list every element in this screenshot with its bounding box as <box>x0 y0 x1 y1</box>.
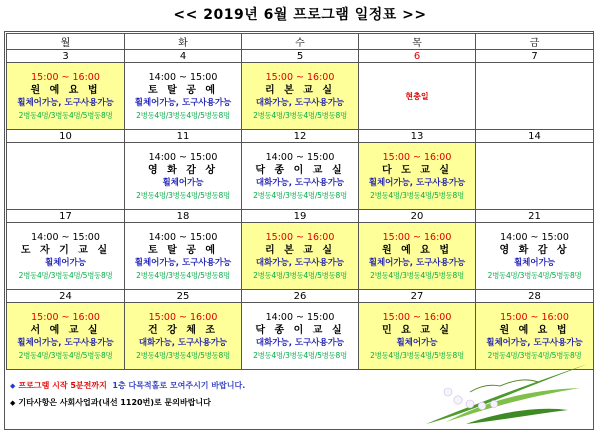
date-number: 14 <box>476 130 594 143</box>
program-name: 원 예 요 법 <box>499 324 570 336</box>
program-time: 15:00 ~ 16:00 <box>500 311 569 323</box>
page-title: << 2019년 6월 프로그램 일정표 >> <box>173 7 427 23</box>
program-floors: 2병동4명/3병동4명/5병동8명 <box>253 350 347 360</box>
program-name: 닥 종 이 교 실 <box>255 324 345 336</box>
program-cell <box>476 223 594 290</box>
date-number: 18 <box>125 210 242 223</box>
program-cell <box>242 63 359 130</box>
date-row <box>7 50 594 63</box>
program-availability: 휠체어가능 <box>396 337 438 348</box>
date-number: 12 <box>242 130 359 143</box>
program-time: 14:00 ~ 15:00 <box>148 71 218 83</box>
date-row <box>7 130 594 143</box>
program-floors: 2병동4명/3병동4명/5병동8명 <box>136 270 230 280</box>
footnote-gathering <box>10 380 245 391</box>
program-time: 15:00 ~ 16:00 <box>31 71 100 83</box>
date-number: 26 <box>242 290 359 303</box>
date-number: 20 <box>359 210 476 223</box>
program-cell <box>125 223 242 290</box>
program-name: 리 본 교 실 <box>264 244 336 256</box>
program-cell <box>7 303 125 370</box>
date-number: 10 <box>7 130 125 143</box>
program-cell <box>125 63 242 130</box>
program-cell <box>7 63 125 130</box>
weekday-header: 금 <box>476 34 594 50</box>
program-availability: 휠체어가능 <box>44 257 87 268</box>
date-number: 4 <box>125 50 242 63</box>
date-number: 13 <box>359 130 476 143</box>
program-name: 도 자 기 교 실 <box>20 244 111 256</box>
program-availability: 휠체어가능 <box>513 257 556 268</box>
weekday-header: 화 <box>125 34 242 50</box>
program-cell <box>359 223 476 290</box>
program-availability: 대화가능, 도구사용가능 <box>255 257 345 268</box>
program-floors: 2병동4명/3병동4명/5병동8명 <box>253 190 347 200</box>
program-floors: 2병동4명/3병동4명/5병동8명 <box>18 270 113 280</box>
schedule-calendar <box>6 33 594 370</box>
program-time: 14:00 ~ 15:00 <box>148 231 218 243</box>
program-availability: 휠체어가능, 도구사용가능 <box>486 337 583 348</box>
lily-of-the-valley-decoration <box>418 358 590 426</box>
program-cell <box>359 143 476 210</box>
program-name: 영 화 감 상 <box>147 164 219 176</box>
date-row <box>7 290 594 303</box>
program-cell <box>125 143 242 210</box>
weekday-header: 월 <box>7 34 125 50</box>
program-time: 14:00 ~ 15:00 <box>265 151 335 163</box>
program-time: 14:00 ~ 15:00 <box>265 311 335 323</box>
program-cell <box>242 303 359 370</box>
program-time: 15:00 ~ 16:00 <box>265 231 335 243</box>
program-time: 14:00 ~ 15:00 <box>31 231 100 243</box>
program-availability: 휠체어가능, 도구사용가능 <box>368 177 466 188</box>
program-availability: 대화가능, 도구사용가능 <box>255 97 345 108</box>
program-name: 토 탈 공 예 <box>147 84 219 96</box>
program-availability: 휠체어가능, 도구사용가능 <box>368 257 466 268</box>
date-row <box>7 210 594 223</box>
program-time: 14:00 ~ 15:00 <box>148 151 218 163</box>
program-time: 15:00 ~ 16:00 <box>31 311 100 323</box>
program-name: 토 탈 공 예 <box>147 244 219 256</box>
date-number: 7 <box>476 50 594 63</box>
date-number: 27 <box>359 290 476 303</box>
program-availability: 휠체어가능, 도구사용가능 <box>134 257 232 268</box>
program-time: 15:00 ~ 16:00 <box>148 311 218 323</box>
program-name: 리 본 교 실 <box>264 84 336 96</box>
program-floors: 2병동4명/3병동4명/5병동8명 <box>136 190 230 200</box>
bullet-icon: ◆ <box>10 399 16 407</box>
weekday-header: 목 <box>359 34 476 50</box>
program-floors: 2병동4명/3병동4명/5병동8명 <box>370 350 464 360</box>
program-floors: 2병동4명/3병동4명/5병동8명 <box>136 350 230 360</box>
program-availability: 휠체어가능, 도구사용가능 <box>17 337 114 348</box>
program-availability: 대화가능, 도구사용가능 <box>255 337 345 348</box>
holiday-label: 현충일 <box>405 91 429 101</box>
program-name: 다 도 교 실 <box>381 164 453 176</box>
program-time: 15:00 ~ 16:00 <box>382 311 452 323</box>
program-floors: 2병동4명/3병동4명/5병동8명 <box>370 190 464 200</box>
program-name: 건 강 체 조 <box>147 324 219 336</box>
program-name: 원 예 요 법 <box>381 244 453 256</box>
weekday-header-row <box>7 34 594 50</box>
program-name: 닥 종 이 교 실 <box>255 164 345 176</box>
program-name: 영 화 감 상 <box>499 244 570 256</box>
program-row <box>7 223 594 290</box>
date-number: 3 <box>7 50 125 63</box>
footnote-gathering-place: 1층 다목적홀로 모여주시기 바랍니다. <box>112 381 246 390</box>
program-floors: 2병동4명/3병동4명/5병동8명 <box>253 270 347 280</box>
program-availability: 휠체어가능, 도구사용가능 <box>17 97 114 108</box>
program-name: 민 요 교 실 <box>381 324 453 336</box>
program-name: 서 예 교 실 <box>30 324 101 336</box>
program-row <box>7 63 594 130</box>
program-availability: 대화가능, 도구사용가능 <box>255 177 345 188</box>
program-floors: 2병동4명/3병동4명/5병동8명 <box>18 110 113 120</box>
program-floors: 2병동4명/3병동4명/5병동8명 <box>18 350 113 360</box>
footnote-contact-text: 기타사항은 사회사업과(내선 1120번)로 문의바랍니다 <box>18 398 211 407</box>
program-row <box>7 143 594 210</box>
program-availability: 대화가능, 도구사용가능 <box>138 337 228 348</box>
date-number: 6 <box>359 50 476 63</box>
program-availability: 휠체어가능, 도구사용가능 <box>134 97 232 108</box>
program-floors: 2병동4명/3병동4명/5병동8명 <box>487 350 582 360</box>
program-cell <box>7 223 125 290</box>
program-floors: 2병동4명/3병동4명/5병동8명 <box>253 110 347 120</box>
program-time: 14:00 ~ 15:00 <box>500 231 569 243</box>
empty-cell <box>476 143 594 210</box>
date-number: 25 <box>125 290 242 303</box>
weekday-header: 수 <box>242 34 359 50</box>
program-floors: 2병동4명/3병동4명/5병동8명 <box>136 110 230 120</box>
program-cell <box>359 63 476 130</box>
date-number: 11 <box>125 130 242 143</box>
empty-cell <box>476 63 594 130</box>
date-number: 28 <box>476 290 594 303</box>
footnote-gathering-time: 프로그램 시작 5분전까지 <box>18 381 107 390</box>
program-floors: 2병동4명/3병동4명/5병동8명 <box>487 270 582 280</box>
program-cell <box>242 143 359 210</box>
empty-cell <box>7 143 125 210</box>
date-number: 19 <box>242 210 359 223</box>
date-number: 5 <box>242 50 359 63</box>
program-floors: 2병동4명/3병동4명/5병동8명 <box>370 270 464 280</box>
program-cell <box>125 303 242 370</box>
footnote-contact <box>10 397 211 408</box>
program-time: 15:00 ~ 16:00 <box>382 231 452 243</box>
program-availability: 휠체어가능 <box>162 177 204 188</box>
date-number: 24 <box>7 290 125 303</box>
program-name: 원 예 요 법 <box>30 84 101 96</box>
bullet-icon: ◆ <box>10 382 16 390</box>
date-number: 21 <box>476 210 594 223</box>
program-cell <box>242 223 359 290</box>
program-time: 15:00 ~ 16:00 <box>382 151 452 163</box>
program-time: 15:00 ~ 16:00 <box>265 71 335 83</box>
date-number: 17 <box>7 210 125 223</box>
